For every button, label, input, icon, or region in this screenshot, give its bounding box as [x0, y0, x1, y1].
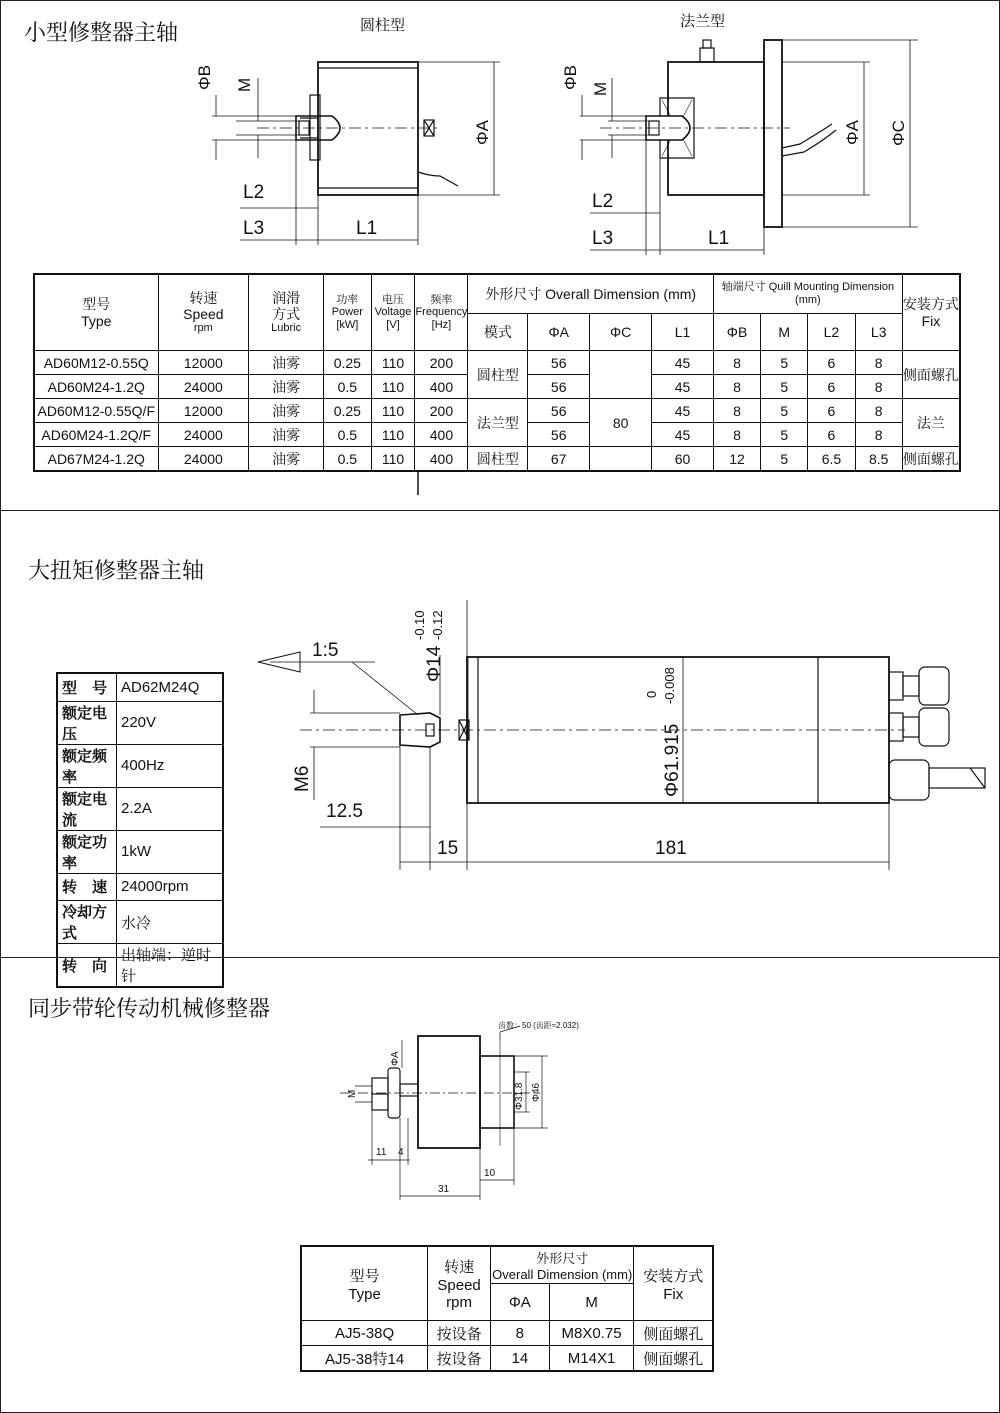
- dim-15: 15: [437, 838, 459, 859]
- dim-12-5: 12.5: [326, 801, 363, 822]
- tol14-upper: -0.10: [412, 610, 427, 640]
- table-row: AJ5-38特14 按设备 14 M14X1 侧面螺孔: [301, 1346, 713, 1372]
- dim-181: 181: [655, 838, 687, 859]
- col-quill: 轴端尺寸 Quill Mounting Dimension (mm): [713, 274, 902, 314]
- spec-row: 额定功率 1kW: [57, 830, 223, 873]
- tol62-lower: -0.008: [662, 667, 677, 704]
- col-overall: 外形尺寸 Overall Dimension (mm): [468, 274, 713, 314]
- spindle-spec-table: 型号 Type 转速 Speed rpm 润滑 方式 Lubric 功率 Power [kW] 电压 Voltage [V] 频率 Frequency [Hz] 外形尺寸 Overall Dimension (mm) 轴端尺寸 Quill Mounting Dimension (mm) 安装方式 Fix 模式 ΦA ΦC L1 ΦB M L2 L3 AD60M12-0.55Q 12000 油雾 0.25 110 200 圆柱型 56 45 8 5 6 8 侧面螺孔 AD60M24-1.2Q 24000 油雾 0.5 110 400 56 45 8 5 6 8 AD60M12-0.55Q/F 12000 油雾 0.25 110 200 法兰型 56 80 45 8 5 6 8 法兰 AD60M24-1.2Q/F 24000 油雾 0.5 110 400 56 45 8 5 6 8 AD67M24-1.2Q 24000 油雾 0.5 110 400 圆柱型 67 60 12 5 6.5 8.5 侧面螺孔: [33, 273, 961, 472]
- dim-phia: ΦA: [473, 120, 492, 145]
- tol14-lower: -0.12: [430, 610, 445, 640]
- table-row: AD60M24-1.2Q 24000 油雾 0.5 110 400 56 45 8 5 6 8: [34, 375, 960, 399]
- dim-l3: L3: [592, 228, 614, 249]
- dim-phia: ΦA: [390, 1051, 401, 1066]
- dim-4: 4: [398, 1147, 404, 1158]
- gear-note: 齿数：50 (齿距≈2.032): [498, 1021, 579, 1030]
- table-row: AD60M24-1.2Q/F 24000 油雾 0.5 110 400 56 45 8 5 6 8: [34, 423, 960, 447]
- spec-row: 型 号 AD62M24Q: [57, 673, 223, 701]
- section-title: 小型修整器主轴: [24, 21, 179, 46]
- spec-row: 转 速 24000rpm: [57, 873, 223, 901]
- belt-drawing: [340, 1026, 548, 1200]
- dim-m: M: [235, 77, 254, 92]
- taper-label: 1:5: [312, 640, 339, 661]
- dim-phi31-8: Φ31.8: [514, 1082, 525, 1110]
- dim-31: 31: [438, 1184, 450, 1195]
- high-torque-drawing: [258, 600, 985, 870]
- dim-l1: L1: [708, 228, 730, 249]
- dim-phic: ΦC: [889, 120, 908, 146]
- dim-l2: L2: [243, 182, 265, 203]
- col-fix: 安装方式 Fix: [902, 274, 960, 351]
- table-row: AD67M24-1.2Q 24000 油雾 0.5 110 400 圆柱型 67 60 12 5 6.5 8.5 侧面螺孔: [34, 447, 960, 472]
- spec-row: 冷却方式 水冷: [57, 901, 223, 944]
- cylinder-caption: 圆柱型: [360, 17, 406, 34]
- col-speed: 转速 Speed rpm: [158, 274, 249, 351]
- flange-caption: 法兰型: [680, 13, 726, 30]
- dim-11: 11: [376, 1147, 387, 1158]
- table-row: AD60M12-0.55Q 12000 油雾 0.25 110 200 圆柱型 56 45 8 5 6 8 侧面螺孔: [34, 351, 960, 375]
- section-title: 同步带轮传动机械修整器: [28, 997, 271, 1022]
- dim-l3: L3: [243, 218, 265, 239]
- dim-phia: ΦA: [843, 120, 862, 145]
- col-voltage: 电压 Voltage [V]: [371, 274, 415, 351]
- dim-phib: ΦB: [561, 65, 580, 90]
- section-title: 大扭矩修整器主轴: [28, 559, 205, 584]
- belt-dresser-table: 型号 Type 转速 Speed rpm 外形尺寸 Overall Dimension (mm) 安装方式 Fix ΦA M AJ5-38Q 按设备 8 M8X0.75 侧面螺孔 AJ5-38特14 按设备 14 M14X1 侧面螺孔: [300, 1245, 714, 1372]
- spec-row: 转 向 出轴端：逆时针: [57, 944, 223, 988]
- dim-phi14: Φ14: [424, 645, 445, 682]
- dim-m: M: [347, 1089, 358, 1098]
- col-power: 功率 Power [kW]: [324, 274, 372, 351]
- col-lubric: 润滑 方式 Lubric: [249, 274, 324, 351]
- dim-phib: ΦB: [195, 65, 214, 90]
- spec-row: 额定电压 220V: [57, 701, 223, 744]
- col-type: 型号 Type: [34, 274, 158, 351]
- dim-l1: L1: [356, 218, 378, 239]
- flange-drawing: [580, 40, 918, 255]
- tol62-upper: 0: [644, 690, 659, 698]
- table-row: AD60M12-0.55Q/F 12000 油雾 0.25 110 200 法兰型 56 80 45 8 5 6 8 法兰: [34, 399, 960, 423]
- dim-m6: M6: [292, 765, 313, 792]
- dim-10: 10: [484, 1168, 496, 1179]
- dim-l2: L2: [592, 191, 614, 212]
- spec-row: 额定电流 2.2A: [57, 787, 223, 830]
- col-frequency: 频率 Frequency [Hz]: [415, 274, 468, 351]
- spec-row: 额定频率 400Hz: [57, 744, 223, 787]
- table-row: AJ5-38Q 按设备 8 M8X0.75 侧面螺孔: [301, 1321, 713, 1346]
- dim-m: M: [591, 81, 610, 96]
- motor-spec-table: [56, 672, 224, 988]
- dim-phi46: Φ46: [531, 1082, 542, 1102]
- dim-phi62: Φ61.915: [662, 723, 683, 797]
